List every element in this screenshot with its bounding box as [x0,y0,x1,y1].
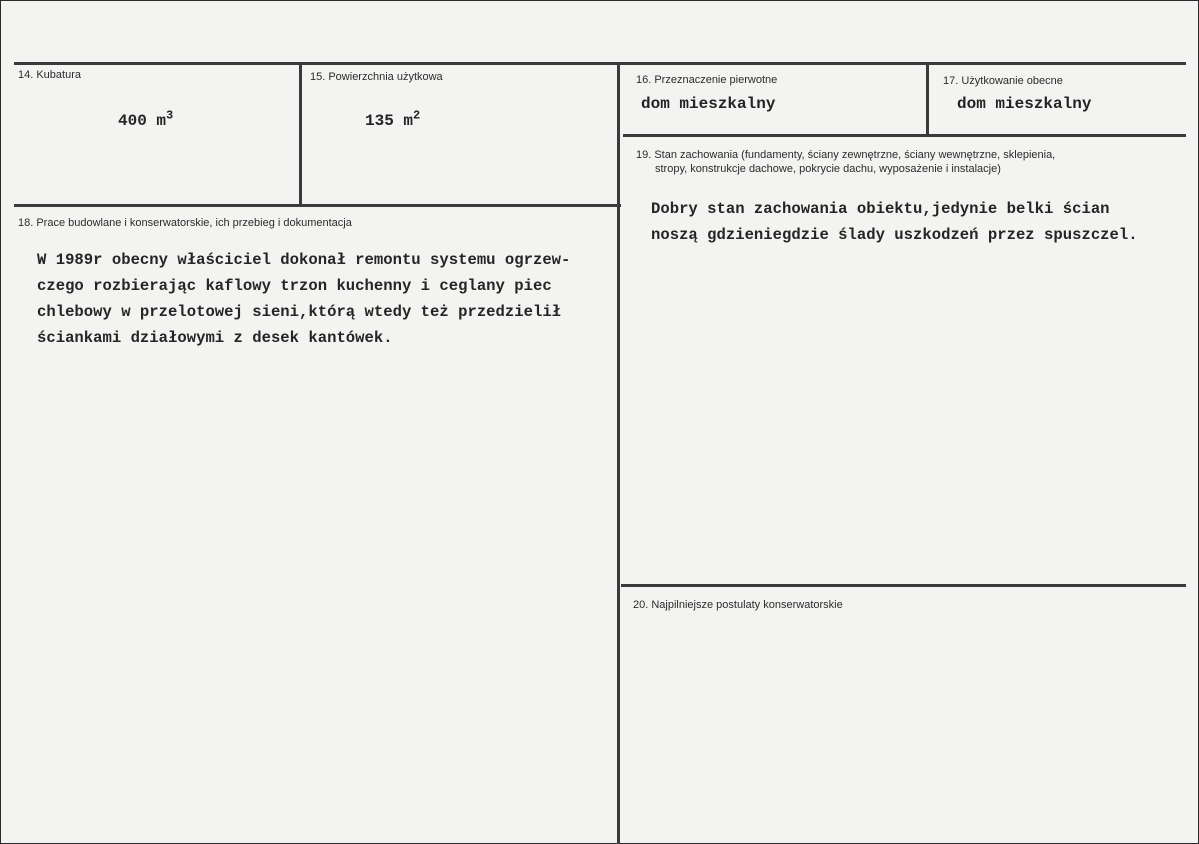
divider-main [617,62,620,844]
field-14-label: 14. Kubatura [18,69,81,81]
rule-after-14-15 [14,204,621,207]
field-15-label: 15. Powierzchnia użytkowa [310,71,443,83]
prace-line: W 1989r obecny właściciel dokonał remontu systemu ogrzew- [37,251,571,269]
field-15-value [365,108,421,130]
field-17-label: 17. Użytkowanie obecne [943,75,1063,87]
field-14-value [118,108,174,130]
field-16-value: dom mieszkalny [641,95,776,113]
powierzchnia-number: 135 [365,112,394,130]
prace-line: ściankami działowymi z desek kantówek. [37,329,393,347]
powierzchnia-unit: m [403,112,414,130]
kubatura-exponent: 3 [166,108,174,123]
field-20-label: 20. Najpilniejsze postulaty konserwatorskie [633,599,843,611]
field-19-label-line2: stropy, konstrukcje dachowe, pokrycie dachu, wyposażenie i instalacje) [655,163,1001,175]
field-19-label-line1: 19. Stan zachowania (fundamenty, ściany zewnętrzne, ściany wewnętrzne, sklepienia, [636,149,1056,161]
field-16-label: 16. Przeznaczenie pierwotne [636,74,778,86]
prace-line: chlebowy w przelotowej sieni,którą wtedy też przedzielił [37,303,562,321]
field-17-value: dom mieszkalny [957,95,1092,113]
field-19-text [651,196,1138,248]
rule-before-20 [621,584,1186,587]
field-18-text [37,247,570,351]
powierzchnia-exponent: 2 [413,108,421,123]
stan-line: noszą gdzieniegdzie ślady uszkodzeń przez spuszczel. [651,226,1138,244]
divider-14-15 [299,62,302,205]
kubatura-unit: m [156,112,167,130]
kubatura-number: 400 [118,112,147,130]
rule-after-16-17 [623,134,1186,137]
divider-16-17 [926,62,929,136]
stan-line: Dobry stan zachowania obiektu,jedynie belki ścian [651,200,1110,218]
prace-line: czego rozbierając kaflowy trzon kuchenny i ceglany piec [37,277,552,295]
field-18-label: 18. Prace budowlane i konserwatorskie, ich przebieg i dokumentacja [18,217,352,229]
top-rule [14,62,1186,65]
